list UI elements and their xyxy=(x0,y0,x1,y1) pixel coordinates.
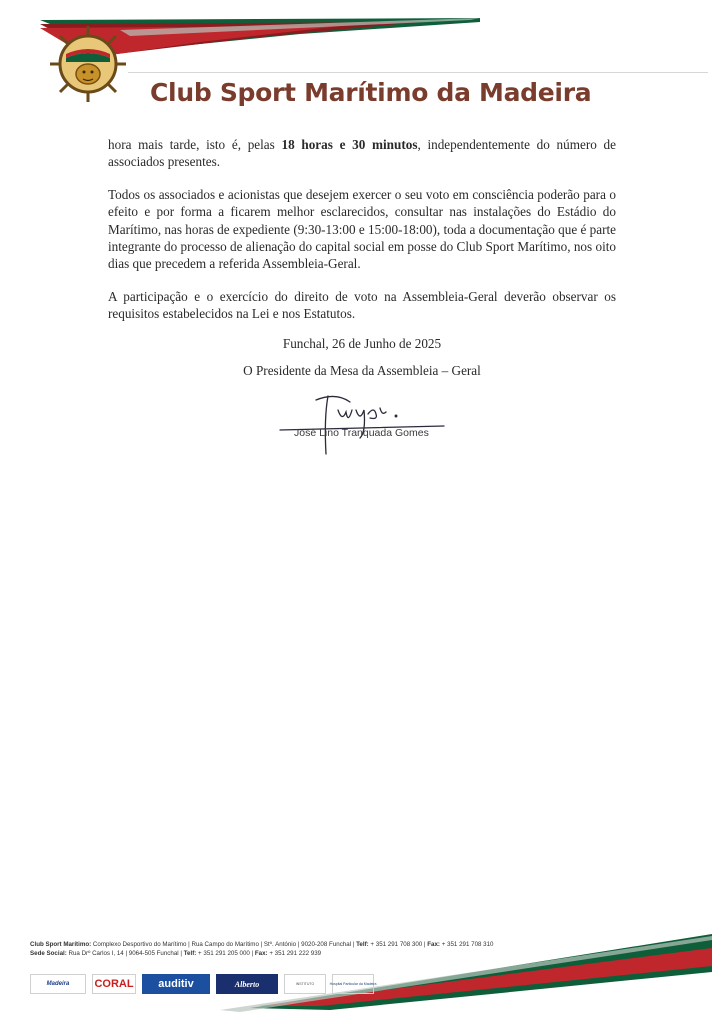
footer-hq-label: Sede Social: xyxy=(30,950,67,957)
sponsor-madeira-logo: Madeira xyxy=(30,974,86,994)
footer-complex-fax: + 351 291 708 310 xyxy=(440,941,494,948)
footer-complex-fax-label: Fax: xyxy=(427,941,440,948)
paragraph-requirements: A participação e o exercício do direito de voto na Assembleia-Geral deverão observar os requisitos estabelecidos na Lei e nos Estatutos. xyxy=(108,288,616,322)
footer-line-headquarters xyxy=(30,949,494,958)
meeting-time: 18 horas e 30 minutos xyxy=(281,137,418,152)
sponsor-auditiv-logo: auditiv xyxy=(142,974,210,994)
paragraph-quorum-start: hora mais tarde, isto é, pelas xyxy=(108,137,282,152)
footer-hq-address: Rua Drº Carlos I, 14 | 9064-505 Funchal | xyxy=(66,950,184,957)
president-title: O Presidente da Mesa da Assembleia – Geral xyxy=(243,363,481,378)
sponsor-logos xyxy=(30,974,377,994)
club-crest-icon xyxy=(48,24,128,104)
footer-complex-address: Complexo Desportivo do Marítimo | Rua Campo do Marítimo | Stº. António | 9020-208 Funchal | xyxy=(91,941,357,948)
paragraph-quorum xyxy=(108,136,616,171)
footer-hq-tel: + 351 291 205 000 | xyxy=(196,950,255,957)
signer-name: José Lino Tranquada Gomes xyxy=(294,427,429,439)
signature-image xyxy=(276,388,456,456)
footer-hq-tel-label: Telf: xyxy=(183,950,197,957)
footer-line-complex xyxy=(30,940,494,949)
footer-complex-tel: + 351 291 708 300 | xyxy=(368,941,428,948)
sponsor-coral-logo: CORAL xyxy=(92,974,136,994)
sponsor-hospital-logo: Hospital Particular da Madeira xyxy=(332,974,374,994)
header-rule xyxy=(128,72,708,73)
footer-complex-label: Club Sport Marítimo: xyxy=(30,941,92,948)
footer-complex-tel-label: Telf: xyxy=(356,941,369,948)
sponsor-instituto-logo: INSTITUTO xyxy=(284,974,326,994)
footer-hq-fax: + 351 291 222 939 xyxy=(267,950,322,957)
footer-hq-fax-label: Fax: xyxy=(254,950,268,957)
sponsor-alberto-logo: Alberto xyxy=(216,974,278,994)
paragraph-documentation: Todos os associados e acionistas que desejem exercer o seu voto em consciência poderão para o efeito e por forma a ficarem melhor esclarecidos, consultar nas instalações do Estádio do Marítimo, nas horas de expediente (9:30-13:00 e 15:00-18:00), toda a documentação que é parte integrante do processo de alienação do capital social em posse do Club Sport Marítimo, nos oito dias que precedem a referida Assembleia-Geral. xyxy=(108,186,616,272)
paragraph-quorum-end: , independentemente do número de associados presentes. xyxy=(108,137,616,170)
place-date: Funchal, 26 de Junho de 2025 xyxy=(282,336,442,351)
letter-body xyxy=(108,136,616,338)
club-name-title: Club Sport Marítimo da Madeira xyxy=(150,78,592,107)
footer-contacts xyxy=(30,940,494,958)
